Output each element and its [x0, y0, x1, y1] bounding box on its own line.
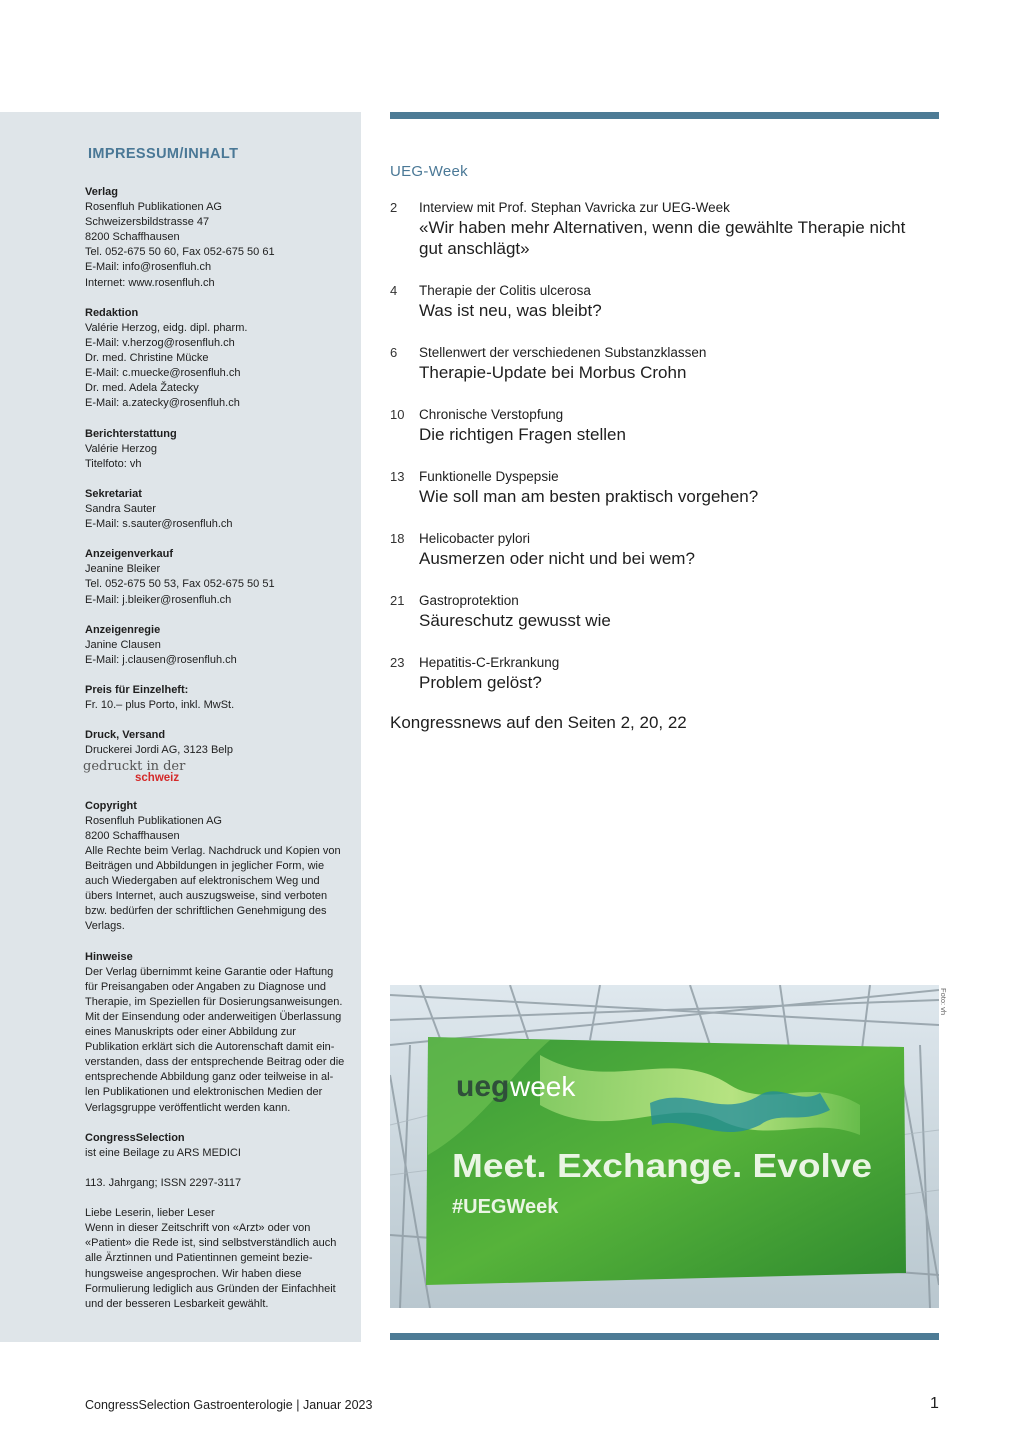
impressum-line: Der Verlag übernimmt keine Garantie oder Haftung — [85, 965, 334, 978]
impressum-line: Therapie, im Speziellen für Dosierungsanweisungen. — [85, 995, 343, 1008]
impressum-section — [85, 799, 353, 935]
impressum-section-heading: Verlag — [85, 186, 119, 198]
impressum-section-heading: Preis für Einzelheft: — [85, 684, 189, 697]
impressum-section-heading: Druck, Versand — [85, 729, 166, 742]
toc-kicker: Interview mit Prof. Stephan Vavricka zur UEG-Week — [419, 200, 730, 215]
impressum-line: Fr. 10.– plus Porto, inkl. MwSt. — [85, 699, 235, 712]
toc-kicker: Chronische Verstopfung — [419, 407, 564, 422]
page-number: 1 — [930, 1395, 939, 1412]
impressum-line: E-Mail: c.muecke@rosenfluh.ch — [85, 367, 241, 380]
impressum-section — [85, 1206, 353, 1312]
impressum-section-heading: Sekretariat — [85, 487, 142, 500]
toc-headline: Therapie-Update bei Morbus Crohn — [419, 363, 687, 382]
table-of-contents — [390, 163, 939, 717]
toc-kicker: Gastroprotektion — [419, 593, 519, 608]
impressum-line: Wenn in dieser Zeitschrift von «Arzt» oder von — [85, 1222, 311, 1235]
ueg-week-banner-photo — [390, 985, 939, 1308]
banner-slogan: Meet. Exchange. Evolve — [452, 1147, 872, 1184]
banner-logo-week: week — [510, 1071, 576, 1102]
impressum-line: Dr. med. Christine Mücke — [85, 352, 209, 365]
impressum-section-heading: Redaktion — [85, 306, 139, 319]
impressum-section-heading: Anzeigenregie — [85, 623, 161, 636]
impressum-body — [85, 185, 353, 1327]
photo-credit-text: Foto: vh — [939, 988, 948, 1016]
impressum-section — [85, 427, 353, 472]
impressum-line: alle Ärztinnen und Patientinnen gemeint bezie- — [85, 1252, 313, 1265]
impressum-title: IMPRESSUM/INHALT — [88, 146, 239, 162]
impressum-section — [85, 185, 353, 291]
impressum-section-heading: Anzeigenverkauf — [85, 548, 174, 561]
toc-headline: Was ist neu, was bleibt? — [419, 301, 602, 320]
top-rule — [390, 112, 939, 119]
toc-entries — [390, 200, 939, 717]
impressum-line: Titelfoto: vh — [85, 457, 142, 470]
impressum-line: Dr. med. Adela Žatecky — [85, 382, 199, 395]
toc-kicker: Funktionelle Dyspepsie — [419, 469, 559, 484]
toc-page-number: 2 — [390, 200, 398, 215]
impressum-section-heading: CongressSelection — [85, 1131, 185, 1144]
impressum-line: Jeanine Bleiker — [85, 563, 161, 576]
toc-entry[interactable] — [390, 531, 939, 593]
impressum-section-heading: Hinweise — [85, 950, 133, 963]
impressum-section-heading: Berichterstattung — [85, 427, 177, 440]
impressum-section — [85, 547, 353, 607]
logo-line-2: schweiz — [135, 771, 180, 784]
toc-page-number: 10 — [390, 407, 405, 422]
impressum-line: Liebe Leserin, lieber Leser — [85, 1207, 215, 1220]
impressum-line: Rosenfluh Publikationen AG — [85, 814, 222, 827]
toc-page-number: 23 — [390, 655, 405, 670]
impressum-line: für Preisangaben oder Angaben zu Diagnose und — [85, 980, 326, 993]
toc-headline: Problem gelöst? — [419, 673, 542, 692]
impressum-line: Alle Rechte beim Verlag. Nachdruck und Kopien von — [85, 844, 341, 857]
impressum-line: Internet: www.rosenfluh.ch — [85, 276, 215, 289]
impressum-line: übers Internet, auch auszugsweise, sind verboten — [85, 890, 328, 903]
cover-photo — [390, 985, 939, 1308]
photo-credit — [940, 988, 950, 1028]
impressum-line: Valérie Herzog, eidg. dipl. pharm. — [85, 321, 248, 334]
impressum-line: und der besseren Lesbarkeit gewählt. — [85, 1297, 269, 1310]
impressum-line: 8200 Schaffhausen — [85, 231, 180, 244]
impressum-section — [85, 306, 353, 412]
impressum-line: E-Mail: info@rosenfluh.ch — [85, 261, 212, 274]
toc-page-number: 13 — [390, 469, 405, 484]
impressum-line: hungsweise angesprochen. Wir haben diese — [85, 1267, 302, 1280]
banner-hashtag: #UEGWeek — [452, 1196, 559, 1218]
impressum-line: E-Mail: v.herzog@rosenfluh.ch — [85, 336, 235, 349]
impressum-line: Tel. 052-675 50 60, Fax 052-675 50 61 — [85, 246, 275, 259]
toc-headline: Ausmerzen oder nicht und bei wem? — [419, 549, 695, 568]
impressum-line: E-Mail: j.bleiker@rosenfluh.ch — [85, 593, 232, 606]
impressum-line: ist eine Beilage zu ARS MEDICI — [85, 1146, 241, 1159]
toc-entry[interactable] — [390, 593, 939, 655]
toc-entry[interactable] — [390, 407, 939, 469]
impressum-column — [0, 112, 361, 1342]
toc-page-number: 18 — [390, 531, 405, 546]
impressum-section — [85, 683, 353, 713]
impressum-line: Sandra Sauter — [85, 502, 156, 515]
impressum-line: entsprechende Abbildung ganz oder teilweise in al- — [85, 1071, 334, 1084]
impressum-line: «Patient» die Rede ist, sind selbstverständlich auch — [85, 1237, 337, 1250]
impressum-line: auch Wiedergaben auf elektronischem Weg und — [85, 875, 320, 888]
impressum-section — [85, 950, 353, 1116]
toc-headline: Säureschutz gewusst wie — [419, 611, 611, 630]
toc-entry[interactable] — [390, 200, 939, 283]
impressum-line: Tel. 052-675 50 53, Fax 052-675 50 51 — [85, 578, 275, 591]
impressum-line: Verlagsgruppe veröffentlicht werden kann. — [85, 1101, 291, 1114]
toc-page-number: 21 — [390, 593, 405, 608]
impressum-line: E-Mail: s.sauter@rosenfluh.ch — [85, 518, 233, 531]
impressum-line: bzw. bedürfen der schriftlichen Genehmigung des — [85, 905, 327, 918]
impressum-line: Beiträgen und Abbildungen in jeglicher Form, wie — [85, 860, 325, 873]
banner-logo-ueg: ueg — [456, 1070, 510, 1103]
impressum-line: Verlags. — [85, 920, 125, 933]
impressum-line: Druckerei Jordi AG, 3123 Belp — [85, 744, 233, 757]
toc-kicker: Stellenwert der verschiedenen Substanzklassen — [419, 345, 707, 360]
impressum-line: eines Manuskripts oder einer Abbildung zur — [85, 1026, 296, 1039]
impressum-section — [85, 728, 353, 783]
toc-kicker: Therapie der Colitis ulcerosa — [419, 283, 591, 298]
toc-section-title: UEG-Week — [390, 163, 468, 180]
impressum-section — [85, 623, 353, 668]
impressum-line: Mit der Einsendung oder anderweitigen Überlassung — [85, 1010, 342, 1023]
printed-in-switzerland-logo — [83, 760, 353, 784]
toc-kicker: Hepatitis-C-Erkrankung — [419, 655, 560, 670]
footer-publication: CongressSelection Gastroenterologie | Januar 2023 — [85, 1398, 373, 1412]
toc-headline: «Wir haben mehr Alternativen, wenn die gewählte Therapie nicht gut anschlägt» — [419, 218, 906, 258]
impressum-line: Formulierung lediglich aus Gründen der Einfachheit — [85, 1282, 336, 1295]
toc-page-number: 4 — [390, 283, 398, 298]
impressum-line: 8200 Schaffhausen — [85, 829, 180, 842]
impressum-line: 113. Jahrgang; ISSN 2297-3117 — [85, 1177, 242, 1189]
impressum-line: Rosenfluh Publikationen AG — [85, 201, 222, 214]
toc-page-number: 6 — [390, 345, 398, 360]
impressum-line: Janine Clausen — [85, 638, 161, 651]
toc-entry[interactable] — [390, 283, 939, 345]
logo-line-1: gedruckt in der — [83, 758, 186, 774]
impressum-line: verstanden, dass der entsprechende Beitrag oder die — [85, 1056, 345, 1069]
impressum-line: E-Mail: a.zatecky@rosenfluh.ch — [85, 397, 240, 410]
impressum-section — [85, 1176, 353, 1191]
toc-kicker: Helicobacter pylori — [419, 531, 531, 546]
impressum-section — [85, 487, 353, 532]
impressum-line: len Publikationen und elektronischen Medien der — [85, 1086, 323, 1099]
impressum-line: Publikation erklärt sich die Autorenschaft damit ein- — [85, 1041, 335, 1054]
kongress-note: Kongressnews auf den Seiten 2, 20, 22 — [390, 713, 687, 732]
impressum-section — [85, 1131, 353, 1161]
impressum-section-heading: Copyright — [85, 799, 137, 812]
bottom-rule — [390, 1333, 939, 1340]
toc-entry[interactable] — [390, 345, 939, 407]
toc-entry[interactable] — [390, 655, 939, 717]
impressum-line: E-Mail: j.clausen@rosenfluh.ch — [85, 653, 237, 666]
toc-entry[interactable] — [390, 469, 939, 531]
impressum-line: Schweizersbildstrasse 47 — [85, 216, 210, 229]
toc-headline: Die richtigen Fragen stellen — [419, 425, 626, 444]
toc-headline: Wie soll man am besten praktisch vorgehen? — [419, 487, 759, 506]
impressum-line: Valérie Herzog — [85, 442, 157, 455]
